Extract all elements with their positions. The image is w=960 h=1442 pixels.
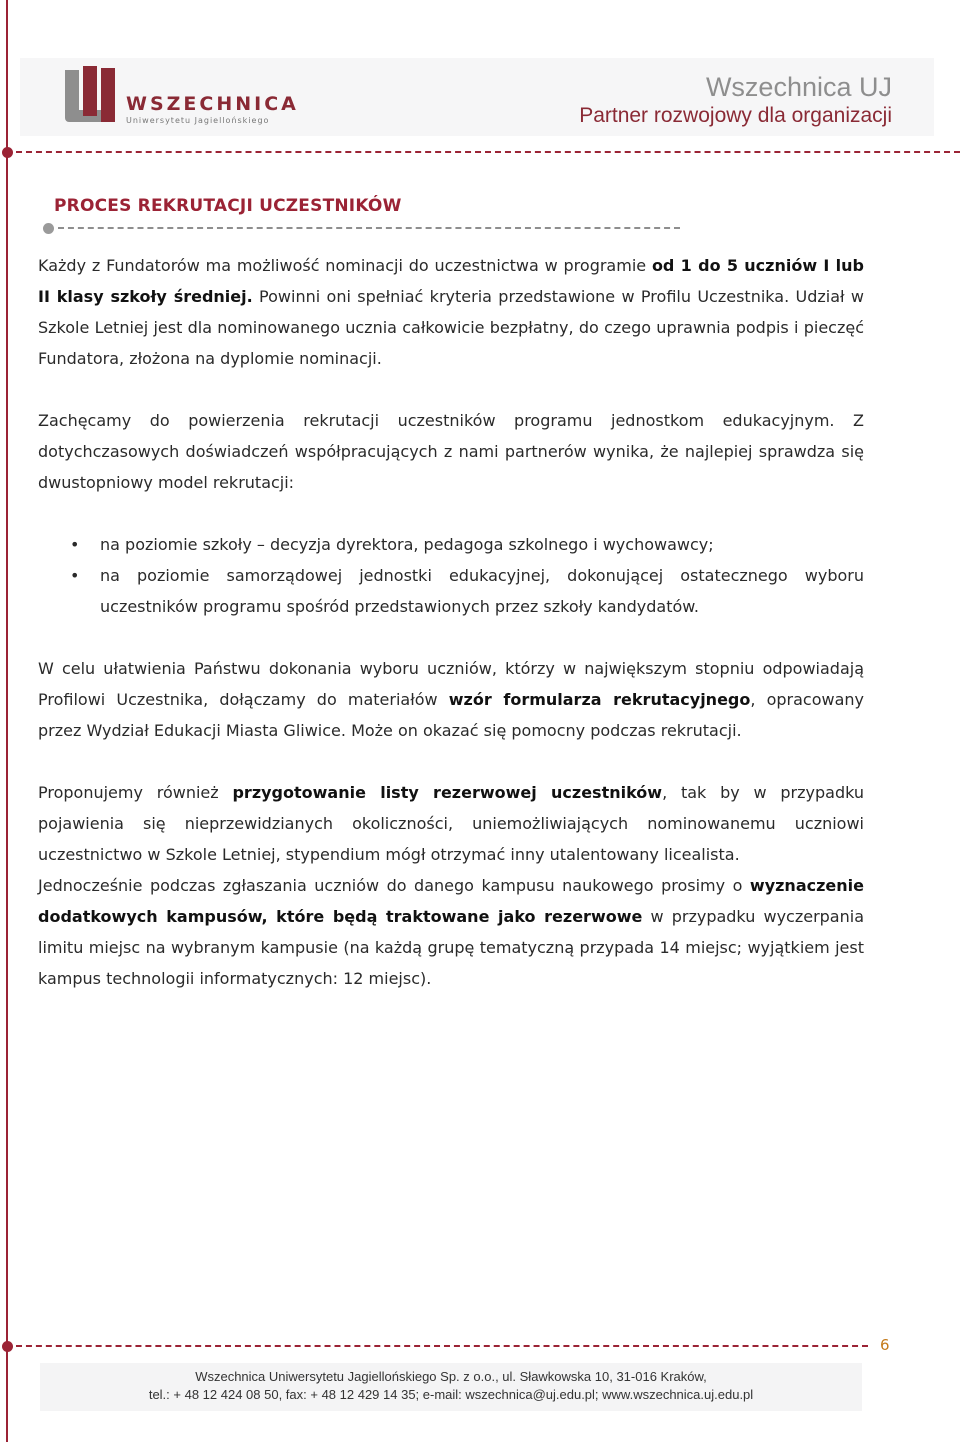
recruitment-steps-list <box>38 529 864 622</box>
footer-line-company: Wszechnica Uniwersytetu Jagiellońskiego Sp. z o.o., ul. Sławkowska 10, 31-016 Kraków, <box>195 1369 707 1384</box>
list-item: • na poziomie samorządowej jednostki edukacyjnej, dokonującej ostatecznego wyboru uczestników programu spośród przedstawionych przez szkoły kandydatów. <box>100 560 864 622</box>
brand-subtitle: Partner rozwojowy dla organizacji <box>579 104 892 127</box>
logo-subtitle: Uniwersytetu Jagiellońskiego <box>126 116 270 125</box>
page-number: 6 <box>880 1336 890 1354</box>
logo-wordmark <box>126 94 299 125</box>
header-divider-dot <box>2 147 13 158</box>
document-body <box>38 250 864 994</box>
footer-divider-dot <box>2 1341 13 1352</box>
left-margin-rule <box>6 0 8 1442</box>
logo-name: WSZECHNICA <box>126 93 299 115</box>
section-title: PROCES REKRUTACJI UCZESTNIKÓW <box>54 196 402 216</box>
paragraph-form: W celu ułatwienia Państwu dokonania wyboru uczniów, którzy w największym stopniu odpowiadają Profilowi Uczestnika, dołączamy do materiałów wzór formularza rekrutacyjnego, opracowany przez Wydział Edukacji Miasta Gliwice. Może on okazać się pomocny podczas rekrutacji. <box>38 659 864 740</box>
reserve-list-bold: przygotowanie listy rezerwowej uczestników <box>232 783 663 802</box>
wszechnica-logo-icon <box>62 66 122 128</box>
brand-title: Wszechnica UJ <box>705 72 892 102</box>
section-divider-dot <box>43 223 54 234</box>
form-template-bold: wzór formularza rekrutacyjnego <box>448 690 751 709</box>
footer-address <box>40 1368 862 1404</box>
header-divider <box>16 151 960 153</box>
footer-line-contact: tel.: + 48 12 424 08 50, fax: + 48 12 429 14 35; e-mail: wszechnica@uj.edu.pl; www.wszechnica.uj.edu.pl <box>148 1387 754 1402</box>
footer-divider <box>16 1345 868 1347</box>
paragraph-nomination: Każdy z Fundatorów ma możliwość nominacji do uczestnictwa w programie od 1 do 5 uczniów I lub II klasy szkoły średniej. Powinni oni spełniać kryteria przedstawione w Profilu Uczestnika. Udział w Szkole Letniej jest dla nominowanego ucznia całkowicie bezpłatny, do czego uprawnia podpis i pieczęć Fundatora, złożona na dyplomie nominacji. <box>38 256 865 368</box>
section-divider <box>58 227 680 229</box>
paragraph-recruitment-model: Zachęcamy do powierzenia rekrutacji uczestników programu jednostkom edukacyjnym. Z dotychczasowych doświadczeń współpracujących z nami partnerów wynika, że najlepiej sprawdza się dwustopniowy model rekrutacji: <box>38 411 864 492</box>
list-item: • na poziomie szkoły – decyzja dyrektora, pedagoga szkolnego i wychowawcy; <box>100 529 864 560</box>
paragraph-reserve-list: Proponujemy również przygotowanie listy rezerwowej uczestników, tak by w przypadku pojawienia się nieprzewidzianych okoliczności, uniemożliwiających nominowanemu uczniowi uczestnictwo w Szkole Letniej, stypendium mógł otrzymać inny utalentowany licealista. <box>38 783 865 864</box>
nomination-count-bold: od 1 do 5 uczniów I lub II klasy szkoły średniej. <box>38 256 865 306</box>
reserve-campus-bold: wyznaczenie dodatkowych kampusów, które będą traktowane jako rezerwowe <box>38 876 864 926</box>
paragraph-reserve-campus: Jednocześnie podczas zgłaszania uczniów do danego kampusu naukowego prosimy o wyznaczenie dodatkowych kampusów, które będą traktowane jako rezerwowe w przypadku wyczerpania limitu miejsc na wybranym kampusie (na każdą grupę tematyczną przypada 14 miejsc; wyjątkiem jest kampus technologii informatycznych: 12 miejsc). <box>38 876 865 988</box>
